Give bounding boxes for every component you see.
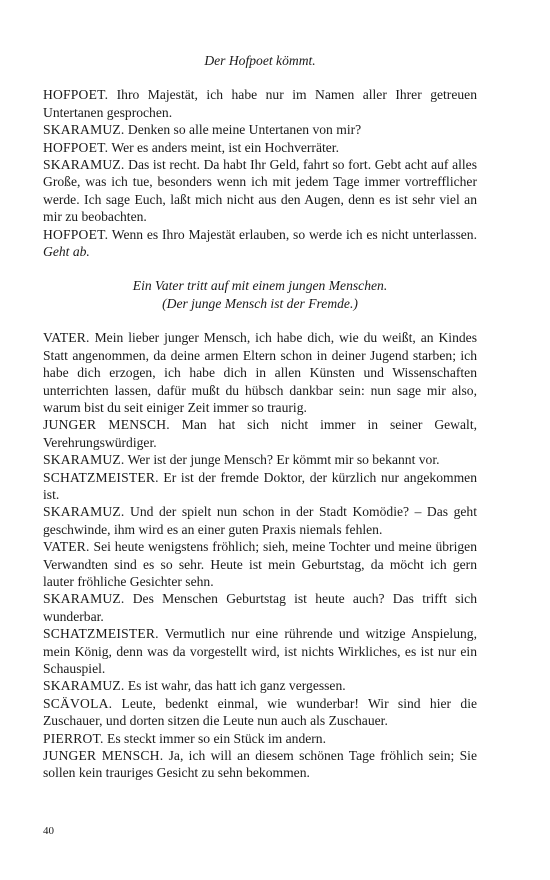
line-text: Das ist recht. Da habt Ihr Geld, fahrt so fort. Gebt acht auf alles Große, was ich tue, besonders wenn ich mit jedem Tage immer vortrefflicher werde. Ich sage Euch, laßt mich nicht aus den Augen, denn es ist sehr viel an mir zu beobachten.	[43, 157, 477, 225]
dialogue-line	[43, 469, 477, 504]
stage-direction-line: Ein Vater tritt auf mit einem jungen Menschen.	[132, 278, 388, 294]
line-text: Man hat sich nicht immer in seiner Gewalt, Verehrungswürdiger.	[43, 417, 477, 450]
inline-stage-direction: Geht ab.	[43, 244, 90, 260]
line-text: Es ist wahr, das hatt ich ganz vergessen.	[124, 678, 346, 694]
line-text: Wenn es Ihro Majestät erlauben, so werde ich es nicht unterlassen.	[108, 226, 477, 242]
stage-direction-line: (Der junge Mensch ist der Fremde.)	[162, 295, 358, 311]
dialogue-block-2	[43, 329, 477, 782]
speaker-name: HOFPOET.	[43, 139, 109, 155]
dialogue-line	[43, 139, 477, 156]
dialogue-line	[43, 503, 477, 538]
line-text: Mein lieber junger Mensch, ich habe dich, wie du weißt, an Kindes Statt angenommen, da deine armen Eltern schon in deiner Jugend starben; ich habe dich erzogen, ich habe dich in allen Künsten und Wissenschaften unterrichten lassen, dafür mußt du hübsch dankbar sein: nun sage mir also, warum bist du seit einiger Zeit immer so traurig.	[43, 330, 477, 415]
speaker-name: SCÄVOLA.	[43, 695, 113, 711]
speaker-name: SKARAMUZ.	[43, 157, 125, 173]
line-text: Denken so alle meine Untertanen von mir?	[124, 122, 362, 138]
line-text: Wer es anders meint, ist ein Hochverräter.	[108, 139, 339, 155]
line-text: Leute, bedenkt einmal, wie wunderbar! Wir sind hier die Zuschauer, und dorten sitzen die Leute nun auch als Zuschauer.	[43, 695, 477, 729]
speaker-name: PIERROT.	[43, 730, 104, 746]
dialogue-line	[43, 329, 477, 416]
speaker-name: SKARAMUZ.	[43, 122, 125, 138]
dialogue-line	[43, 226, 477, 261]
dialogue-line	[43, 695, 477, 730]
speaker-name: SKARAMUZ.	[43, 591, 125, 607]
speaker-name: SCHATZMEISTER.	[43, 626, 159, 642]
scene-heading: Der Hofpoet kömmt.	[204, 53, 316, 68]
dialogue-line	[43, 121, 477, 138]
dialogue-line	[43, 156, 477, 226]
speaker-name: HOFPOET.	[43, 87, 109, 103]
dialogue-line	[43, 451, 477, 468]
speaker-name: SKARAMUZ.	[43, 504, 125, 520]
line-text: Wer ist der junge Mensch? Er kömmt mir so bekannt vor.	[124, 452, 440, 468]
speaker-name: JUNGER MENSCH.	[43, 417, 170, 433]
line-text: Vermutlich nur eine rührende und witzige Anspielung, mein König, denn was da vorgestellt wird, ist nichts Wirkliches, es ist nur ein Schauspiel.	[43, 626, 477, 676]
speaker-name: SKARAMUZ.	[43, 678, 125, 694]
line-text: Ihro Majestät, ich habe nur im Namen aller Ihrer getreuen Untertanen gesprochen.	[43, 87, 477, 120]
speaker-name: VATER.	[43, 539, 90, 555]
speaker-name: HOFPOET.	[43, 226, 109, 242]
dialogue-line	[43, 538, 477, 590]
dialogue-line	[43, 677, 477, 694]
dialogue-line	[43, 416, 477, 451]
speaker-name: JUNGER MENSCH.	[43, 748, 164, 764]
speaker-name: SKARAMUZ.	[43, 452, 125, 468]
line-text: Ja, ich will an diesem schönen Tage fröhlich sein; Sie sollen kein trauriges Gesicht zu sehn bekommen.	[43, 748, 477, 781]
dialogue-line	[43, 730, 477, 747]
speaker-name: VATER.	[43, 330, 90, 346]
dialogue-line	[43, 590, 477, 625]
stage-direction	[43, 277, 477, 312]
line-text: Er ist der fremde Doktor, der kürzlich nur angekommen ist.	[43, 469, 477, 502]
dialogue-line	[43, 747, 477, 782]
page-number: 40	[43, 825, 54, 837]
line-text: Sei heute wenigstens fröhlich; sieh, meine Tochter und meine übrigen Verwandten sind es so sehr. Heute ist mein Geburtstag, da möcht ich gern lauter fröhliche Gesichter sehn.	[43, 539, 477, 589]
dialogue-line	[43, 625, 477, 677]
line-text: Des Menschen Geburtstag ist heute auch? Das trifft sich wunderbar.	[43, 591, 477, 624]
speaker-name: SCHATZMEISTER.	[43, 469, 159, 485]
page-body	[43, 52, 477, 782]
dialogue-line	[43, 86, 477, 121]
dialogue-block-1	[43, 86, 477, 260]
line-text: Es steckt immer so ein Stück im andern.	[103, 730, 327, 746]
line-text: Und der spielt nun schon in der Stadt Komödie? – Das geht geschwinde, ihm wird es an einer guten Praxis niemals fehlen.	[43, 504, 477, 537]
